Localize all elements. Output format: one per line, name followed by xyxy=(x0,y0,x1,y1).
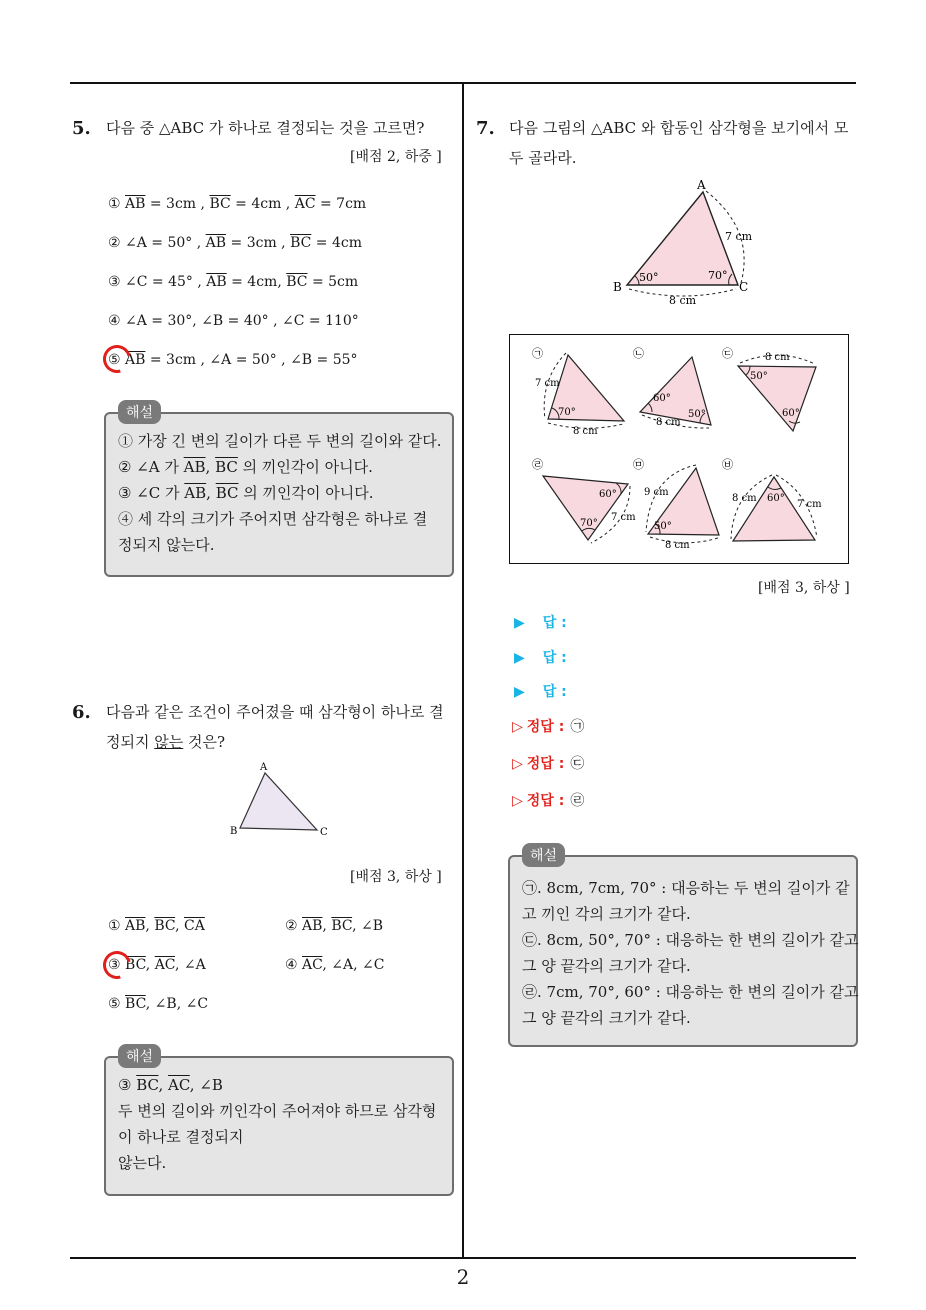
q7-main-angle-C: 70° xyxy=(708,269,728,282)
q6-choice-2[interactable] xyxy=(285,918,383,934)
choice-text: = 3cm , ∠A = 50° , ∠B = 55° xyxy=(145,352,358,368)
q7-main-label-C: C xyxy=(739,280,749,294)
q7-correct-answer-2: ▷ 정답 : ㉢ xyxy=(512,756,585,772)
choice-number: ⑤ xyxy=(108,996,126,1012)
q7-opt-n-angle2: 50° xyxy=(688,409,706,420)
q6-number: 6. xyxy=(72,702,91,723)
choice-text: , ∠B xyxy=(352,918,384,934)
q7-main-side-BC: 8 cm xyxy=(669,294,697,307)
segment-label: $\overline{AB}$ xyxy=(206,274,227,290)
q5-expl-line-1: ① 가장 긴 변의 길이가 다른 두 변의 길이와 같다. xyxy=(118,432,442,450)
q5-expl-line-5: 정되지 않는다. xyxy=(118,536,215,554)
q6-triangle-figure xyxy=(225,760,335,840)
choice-text: , xyxy=(145,918,155,934)
bottom-rule xyxy=(70,1257,856,1259)
red-outline-triangle-icon: ▷ xyxy=(512,719,523,735)
q7-opt-r-mark: ㉣ xyxy=(532,458,543,471)
q5-choice-2[interactable] xyxy=(108,235,362,251)
q7-answer-blank-3[interactable]: ▶ 답 : xyxy=(514,684,567,700)
q5-expl-line-4: ④ 세 각의 크기가 주어지면 삼각형은 하나로 결 xyxy=(118,510,428,528)
choice-text: , ∠B, ∠C xyxy=(145,996,209,1012)
q7-main-side-AC: 7 cm xyxy=(725,230,753,243)
q5-answer-circle-mark xyxy=(98,340,136,378)
q7-opt-n-angle1: 60° xyxy=(653,393,671,404)
q6-choice-4[interactable] xyxy=(285,957,384,973)
segment-label: $\overline{BC}$ xyxy=(290,235,312,251)
q6-label-A: A xyxy=(260,762,268,773)
q7-opt-m-angle: 50° xyxy=(654,521,672,532)
choice-text: ∠A = 50° , xyxy=(125,235,206,251)
q7-options-figure xyxy=(510,335,848,563)
q6-explanation-box xyxy=(104,1056,454,1196)
segment-label: $\overline{AB}$ xyxy=(302,918,323,934)
page-number: 2 xyxy=(456,1265,470,1289)
q6-explanation-tag: 해설 xyxy=(118,1044,161,1068)
segment-label: $\overline{AB}$ xyxy=(205,235,227,251)
red-outline-triangle-icon: ▷ xyxy=(512,756,523,772)
segment-label: $\overline{BC}$ xyxy=(154,918,176,934)
q7-opt-g-side1: 7 cm xyxy=(535,378,560,389)
q5-choice-1[interactable] xyxy=(108,196,366,212)
blue-triangle-icon: ▶ xyxy=(514,684,525,700)
q7-opt-d-mark: ㉢ xyxy=(722,347,733,360)
q7-main-angle-B: 50° xyxy=(639,271,659,284)
q5-score: [배점 2, 하중 ] xyxy=(350,149,442,165)
q7-correct-answer-1: ▷ 정답 : ㉠ xyxy=(512,719,585,735)
q5-text: 다음 중 △ABC 가 하나로 결정되는 것을 고르면? xyxy=(106,119,425,137)
q6-label-B: B xyxy=(230,826,238,837)
q5-choice-3[interactable] xyxy=(108,274,358,290)
q6-choice-1[interactable] xyxy=(108,918,205,934)
choice-text: = 5cm xyxy=(307,274,359,290)
q6-text-line1: 다음과 같은 조건이 주어졌을 때 삼각형이 하나로 결 xyxy=(106,703,444,721)
q7-opt-r-angle1: 60° xyxy=(599,489,617,500)
q7-opt-b-mark: ㉥ xyxy=(722,458,733,471)
choice-text: = 4cm, xyxy=(226,274,287,290)
segment-label: $\overline{AC}$ xyxy=(154,957,176,973)
q7-expl-line-5: ㉣. 7cm, 70°, 60° : 대응하는 한 변의 길이가 같고 xyxy=(522,983,859,1001)
q6-choice-5[interactable] xyxy=(108,996,208,1012)
q7-opt-b-side2: 7 cm xyxy=(797,499,822,510)
q7-text-line1: 다음 그림의 △ABC 와 합동인 삼각형을 보기에서 모 xyxy=(509,119,849,137)
q6-label-C: C xyxy=(320,827,328,838)
q7-expl-line-6: 그 양 끝각의 크기가 같다. xyxy=(522,1009,691,1027)
choice-text: , xyxy=(175,918,184,934)
segment-label: $\overline{AC}$ xyxy=(294,196,316,212)
q7-expl-line-1: ㉠. 8cm, 7cm, 70° : 대응하는 두 변의 길이가 같 xyxy=(522,879,850,897)
segment-label: $\overline{BC}$ xyxy=(209,196,231,212)
choice-number: ③ xyxy=(108,957,126,973)
choice-text: = 4cm xyxy=(311,235,362,251)
segment-label: $\overline{AB}$ xyxy=(125,352,146,368)
choice-text: = 3cm , xyxy=(226,235,291,251)
q5-choice-5[interactable] xyxy=(108,352,358,368)
choice-text: = 4cm , xyxy=(230,196,295,212)
blue-triangle-icon: ▶ xyxy=(514,650,525,666)
choice-number: ③ xyxy=(108,274,126,290)
q7-main-triangle-figure xyxy=(605,175,765,310)
q5-expl-line-3: ③ ∠C 가 $\overline{AB}$, $\overline{BC}$ 의 끼인각이 아니다. xyxy=(118,484,374,502)
choice-number: ① xyxy=(108,196,126,212)
q7-expl-line-2: 고 끼인 각의 크기가 같다. xyxy=(522,905,691,923)
q5-explanation-tag: 해설 xyxy=(118,400,161,424)
q7-opt-d-side: 8 cm xyxy=(765,352,790,363)
choice-number: ④ xyxy=(285,957,303,973)
segment-label: $\overline{BC}$ xyxy=(125,996,146,1012)
segment-label: $\overline{AB}$ xyxy=(125,196,146,212)
q6-expl-line-1: ③ $\overline{BC}$, $\overline{AC}$, ∠B xyxy=(118,1076,223,1094)
q6-answer-circle-mark xyxy=(98,946,136,984)
choice-number: ④ xyxy=(108,313,126,329)
choice-text: ∠C = 45° , xyxy=(125,274,207,290)
q6-expl-line-2: 두 변의 길이와 끼인각이 주어져야 하므로 삼각형 xyxy=(118,1102,437,1120)
q7-opt-d-angle2: 60° xyxy=(782,408,800,419)
q6-text-line2: 정되지 않는 것은? xyxy=(106,733,226,751)
blue-triangle-icon: ▶ xyxy=(514,615,525,631)
choice-text: , xyxy=(322,918,332,934)
segment-label: $\overline{AB}$ xyxy=(125,918,146,934)
q7-opt-r-side: 7 cm xyxy=(611,512,636,523)
q5-expl-line-2: ② ∠A 가 $\overline{AB}$, $\overline{BC}$ 의 끼인각이 아니다. xyxy=(118,458,373,476)
q6-expl-line-4: 않는다. xyxy=(118,1154,167,1172)
q7-opt-g-angle: 70° xyxy=(558,407,576,418)
column-divider xyxy=(462,83,464,1258)
segment-label: $\overline{AC}$ xyxy=(302,957,323,973)
segment-label: $\overline{BC}$ xyxy=(331,918,353,934)
q7-expl-line-4: 그 양 끝각의 크기가 같다. xyxy=(522,957,691,975)
segment-label: $\overline{BC}$ xyxy=(125,957,146,973)
q7-opt-g-side2: 8 cm xyxy=(573,426,598,437)
q7-score: [배점 3, 하상 ] xyxy=(758,580,850,596)
q7-opt-m-side1: 9 cm xyxy=(644,487,669,498)
q5-number: 5. xyxy=(72,118,91,139)
segment-label: $\overline{BC}$ xyxy=(286,274,308,290)
choice-number: ② xyxy=(285,918,303,934)
choice-text: , ∠A, ∠C xyxy=(322,957,385,973)
choice-number: ⑤ xyxy=(108,352,126,368)
red-outline-triangle-icon: ▷ xyxy=(512,793,523,809)
choice-text: , xyxy=(145,957,155,973)
q7-answer-blank-1[interactable]: ▶ 답 : xyxy=(514,615,567,631)
q7-number: 7. xyxy=(476,118,495,139)
q7-opt-r-angle2: 70° xyxy=(580,518,598,529)
choice-text: , ∠A xyxy=(175,957,206,973)
q7-opt-d-angle1: 50° xyxy=(750,371,768,382)
q7-main-label-A: A xyxy=(697,178,706,192)
q7-correct-answer-3: ▷ 정답 : ㉣ xyxy=(512,793,585,809)
choice-text: = 3cm , xyxy=(145,196,210,212)
q7-opt-n-side: 8 cm xyxy=(656,417,681,428)
q7-explanation-tag: 해설 xyxy=(522,843,565,867)
q7-opt-g-mark: ㉠ xyxy=(532,347,543,360)
q7-opt-m-mark: ㉤ xyxy=(633,458,644,471)
q7-opt-b-side1: 8 cm xyxy=(732,493,757,504)
q7-opt-n-mark: ㉡ xyxy=(633,347,644,360)
q7-main-label-B: B xyxy=(613,280,622,294)
choice-text: = 7cm xyxy=(315,196,367,212)
q6-expl-line-3: 이 하나로 결정되지 xyxy=(118,1128,244,1146)
choice-number: ② xyxy=(108,235,126,251)
choice-number: ① xyxy=(108,918,126,934)
q7-explanation-box xyxy=(508,855,858,1047)
choice-text: ∠A = 30°, ∠B = 40° , ∠C = 110° xyxy=(125,313,359,329)
q7-options-figure-box xyxy=(509,334,849,564)
q5-choice-4[interactable] xyxy=(108,313,359,329)
q7-answer-blank-2[interactable]: ▶ 답 : xyxy=(514,650,567,666)
segment-label: $\overline{CA}$ xyxy=(184,918,205,934)
q7-opt-b-angle: 60° xyxy=(767,493,785,504)
q7-text-line2: 두 골라라. xyxy=(509,149,577,167)
q7-expl-line-3: ㉢. 8cm, 50°, 70° : 대응하는 한 변의 길이가 같고 xyxy=(522,931,859,949)
q5-explanation-box xyxy=(104,412,454,577)
q7-opt-m-side2: 8 cm xyxy=(665,540,690,551)
q6-score: [배점 3, 하상 ] xyxy=(350,869,442,885)
